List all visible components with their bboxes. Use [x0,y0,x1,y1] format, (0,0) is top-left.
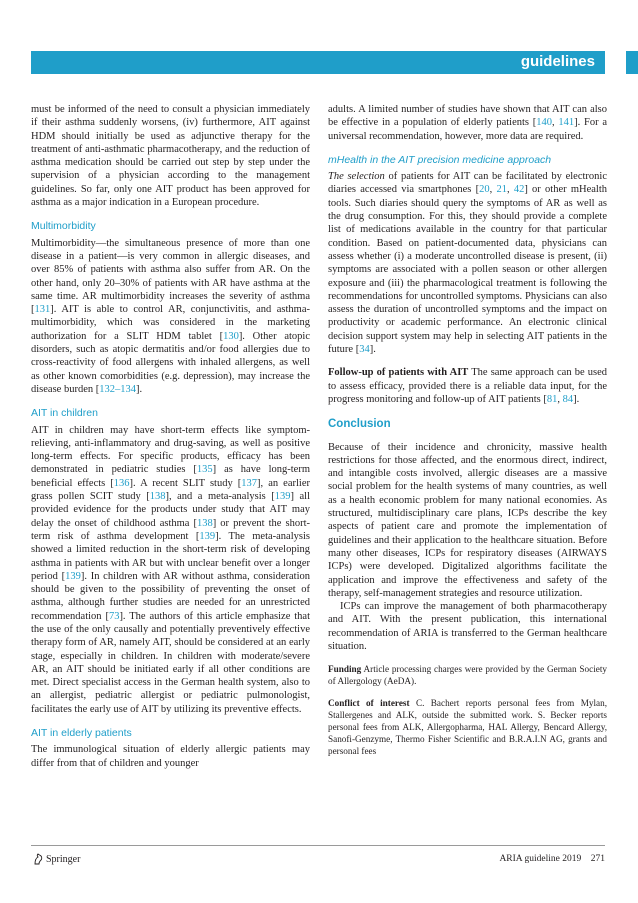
paragraph: ICPs can improve the management of both pharmacotherapy and AIT. With the present publication, this international recommendation of ARIA is transferred to the German healthcare situation. [328,601,607,652]
heading-conclusion: Conclusion [328,418,391,431]
citation-link[interactable]: 132–134 [99,383,136,395]
left-column [31,103,310,770]
section-header-band [31,51,605,74]
citation-link[interactable]: 130 [223,330,239,342]
citation-link[interactable]: 140 [536,117,552,129]
page-edge-tab [626,51,638,74]
publisher-mark [33,853,80,868]
citation-link[interactable]: 137 [241,477,258,489]
paragraph: must be informed of the need to consult a physician immediately if their asthma suddenly worsens, (iv) furthermore, AIT against HDM should initially be used as adjunctive therapy for the treatment of anti-asthmatic pharmacotherapy, and the reduction of asthma medication should be carried out step by step under the supervision of a physician according to the management guidelines. So far, only one AIT product has been approved for asthma as a major indication in a European procedure. [31,104,310,209]
citation-link[interactable]: 34 [359,344,370,356]
citation-link[interactable]: 139 [65,570,81,582]
paragraph: The immunological situation of elderly allergic patients may differ from that of children and younger [31,744,310,769]
subheading-mhealth: mHealth in the AIT precision medicine approach [328,153,552,166]
citation-link[interactable]: 131 [34,304,51,316]
paragraph: Multimorbidity—the simultaneous presence of more than one disease in a patient—is very common in allergic diseases, and over 85% of patients with asthma also suffer from AR. On the other hand, only 20–30% of patients with AR have asthma at the same time. AR multimorbidity increases the severity of asthma [131]. AIT is able to control AR, conjunctivitis, and asthma-multimorbidity, which was considered in the marketing authorization for a SLIT HDM tablet [130]. Other atopic disorders, such as atopic dermatitis and/or food allergies due to cross-reactivity of food allergens with inhaled allergens, as well as other known comorbidities (e.g. depression), may increase the disease burden [132–134]. [31,237,310,395]
citation-link[interactable]: 84 [562,393,574,405]
paragraph: The selection of patients for AIT can be facilitated by electronic diaries accessed via smartphones [20, 21, 42] or other mHealth tools. Such diaries should query the symptoms of AR as well as the drug consumption. For this, they should provide a complete list of medications available in the country for that particular condition. Based on patient-documented data, physicians can assess whether (i) a moderate uncontrolled disease is present, (ii) symptoms are associated with a pollen season or other allergen exposure and (iii) the pharmacological treatment is following the recommendations for uncontrolled symptoms. Physicians can also assess the duration of uncontrolled symptoms and the impact on productivity or academic performance. An electronic clinical decision support system may help in selecting AIT patients in the future [34]. [328,171,607,356]
section-label: guidelines [520,53,595,70]
citation-link[interactable]: 73 [108,610,120,622]
citation-link[interactable]: 20 [479,184,490,196]
citation-link[interactable]: 141 [558,117,575,129]
citation-link[interactable]: 139 [274,491,291,503]
page-footer-info [460,854,605,864]
funding-note: Funding Article processing charges were provided by the German Society of Allergology (AeDA). [328,664,607,687]
conflict-of-interest-note: Conflict of interest C. Bachert reports personal fees from Mylan, Stallergenes and ALK, outside the submitted work. S. Becker reports personal fees from ALK, Allergopharma, HAL Allergy, Bencard Allergy, Sanofi-Genzyme, Thermo Fisher Scientific and B.R.A.I.N AG, grants and personal fees [328,698,607,757]
right-column [328,103,607,757]
paragraph: Because of their incidence and chronicity, massive health restrictions for those affected, and the enormous direct, indirect, and intangible costs involved, allergic diseases are a massive social problem for the health systems of many countries, as well as a health economic problem for many national economies. As structured, multidisciplinary care plans, ICPs describe the key aspects of patient care and promote the implementation of guidelines and their application to the healthcare situation. Before many other diseases, ICPs for respiratory diseases (AIRWAYS ICPs) were developed. Digitalized algorithms facilitate the application and improve the effectiveness and safety of the therapy, self-management strategies and resource utilization. [328,441,607,599]
page-number: 271 [590,854,605,864]
citation-link[interactable]: 42 [513,184,525,196]
paragraph: Follow-up of patients with AIT The same approach can be used to assess efficacy, provided there is a reliable data input, for the progress monitoring and follow-up of AIT patients [81, 84]. [328,367,607,405]
citation-link[interactable]: 81 [546,393,558,405]
springer-horse-icon [33,853,44,868]
citation-link[interactable]: 139 [199,530,216,542]
journal-name: ARIA guideline 2019 [499,854,582,864]
subheading-elderly: AIT in elderly patients [31,727,132,740]
citation-link[interactable]: 138 [149,491,166,503]
paragraph: AIT in children may have short-term effects like symptom-relieving, anti-inflammatory and drug-saving, as well as positive long-term effects. For specific products, efficacy has been demonstrated in pediatric studies [135] as have long-term beneficial effects [136]. A recent SLIT study [137], an earlier grass pollen SCIT study [138], and a meta-analysis [139] all provided evidence for the products under study that AIT may delay the onset of childhood asthma [138] or prevent the short-term risk of asthma development [139]. The meta-analysis showed a limited reduction in the short-term risk of developing asthma in patients with AR but with unclear benefit over a longer period [139]. In children with AR without asthma, consideration should be given to the possibility of preventing the onset of asthma, although further studies are needed for an unrestricted recommendation [73]. The authors of this article emphasize that the use of the only causally and potentially preventively effective therapy form of AR, namely AIT, should be considered at an early stage, especially in children. In children with moderate/severe AR, an AIT should be initiated early if all other conditions are met. Direct specialist access in the German health system, also to an allergist, pediatric allergist or pediatric pulmonologist, facilitates the early use of AIT by utilizing its preventive effects. [31,424,311,715]
footer-divider [31,845,605,846]
subheading-multimorbidity: Multimorbidity [31,220,96,233]
publisher-name: Springer [46,854,81,865]
citation-link[interactable]: 135 [196,464,213,476]
paragraph: adults. A limited number of studies have shown that AIT can also be effective in a population of elderly patients [140, 141]. For a universal recommendation, however, more data are required. [328,104,608,142]
citation-link[interactable]: 136 [113,477,130,489]
citation-link[interactable]: 138 [197,517,213,529]
citation-link[interactable]: 21 [496,184,507,196]
subheading-children: AIT in children [31,407,98,420]
